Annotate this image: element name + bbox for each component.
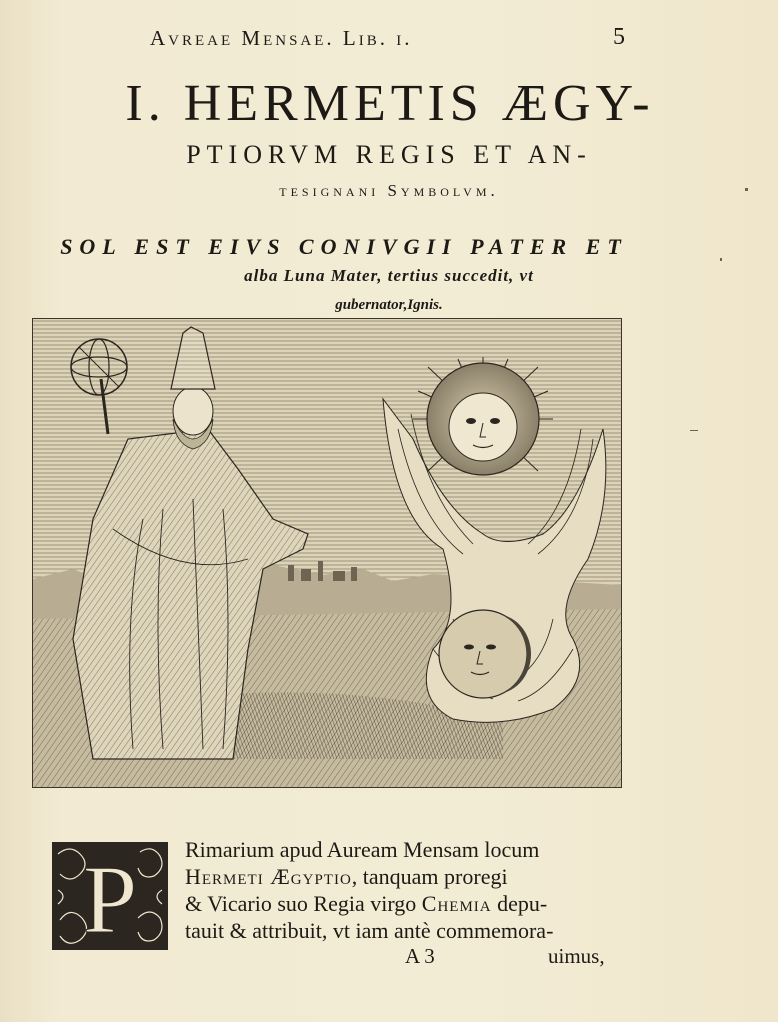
body-line-3-end: depu- (491, 891, 548, 916)
chapter-title-line-1: I. HERMETIS ÆGY- (125, 75, 655, 132)
motto-line-2: alba Luna Mater, tertius succedit, vt (244, 266, 534, 285)
chapter-title-line-2: PTIORVM REGIS ET AN- (186, 140, 592, 169)
hermeti-name: Hermeti Ægyptio (185, 864, 352, 889)
initial-letter: P (82, 846, 138, 952)
motto-line-3: gubernator,Ignis. (335, 297, 443, 313)
paper-speck (720, 258, 722, 261)
body-paragraph (185, 836, 665, 944)
catchword: uimus, (548, 944, 605, 968)
engraving-illustration (32, 318, 622, 788)
body-line-3 (185, 890, 665, 917)
chapter-title-line-3: tesignani Symbolvm. (279, 181, 499, 200)
body-line-2-rest: , tanquam proregi (351, 864, 508, 889)
paper-speck (690, 430, 698, 431)
decorated-initial (50, 840, 170, 952)
running-title: Avreae Mensae. Lib. i. (150, 26, 413, 50)
paper-speck (745, 188, 748, 191)
body-line-1: Rimarium apud Auream Mensam locum (185, 837, 540, 862)
motto-line-1: SOL EST EIVS CONIVGII PATER ET (60, 234, 628, 259)
signature-mark: A 3 (405, 944, 435, 968)
body-line-3-start: & Vicario suo Regia virgo (185, 891, 422, 916)
body-line-2 (185, 863, 665, 890)
page-number: 5 (613, 24, 625, 50)
body-line-4: tauit & attribuit, vt iam antè commemora- (185, 918, 554, 943)
chemia-name: Chemia (421, 891, 492, 916)
